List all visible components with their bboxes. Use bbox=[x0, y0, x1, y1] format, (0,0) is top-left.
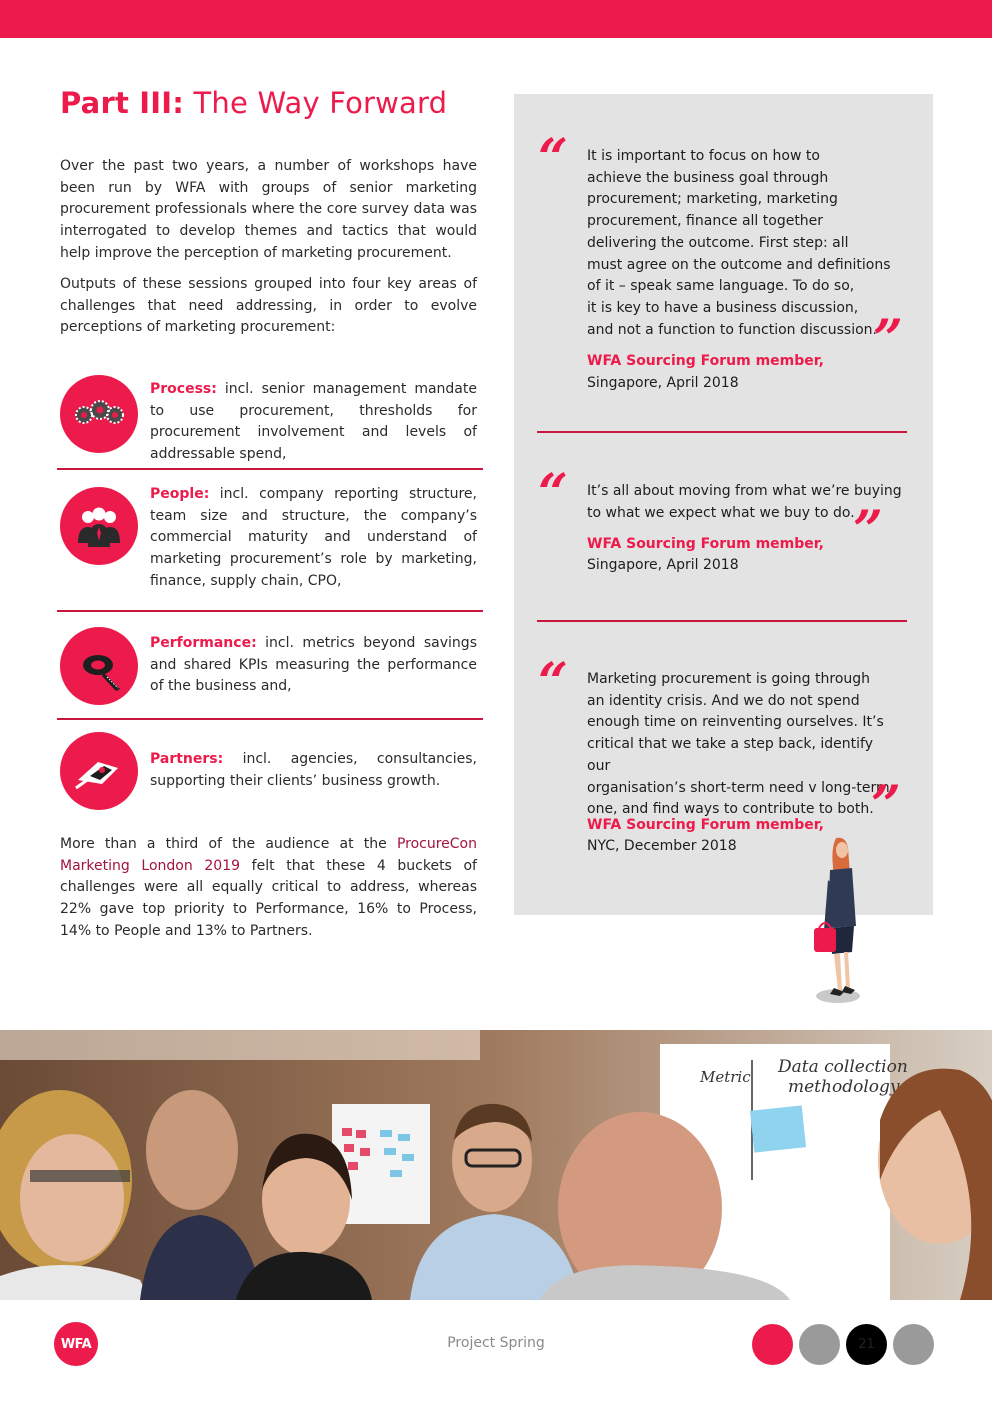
open-quote-icon: “ bbox=[538, 128, 568, 189]
category-divider bbox=[57, 610, 483, 612]
wfa-logo: WFA bbox=[54, 1322, 98, 1366]
close-quote-icon: ” bbox=[873, 309, 903, 370]
open-quote-icon: “ bbox=[538, 463, 568, 524]
board-text-methodology: methodology bbox=[788, 1077, 900, 1097]
quote-3-attribution: WFA Sourcing Forum member, bbox=[587, 817, 824, 833]
quote-2-location: Singapore, April 2018 bbox=[587, 557, 739, 573]
footer-title: Project Spring bbox=[447, 1335, 545, 1351]
category-partners: Partners: incl. agencies, consultancies, supporting their clients’ business growth. bbox=[150, 751, 477, 789]
category-divider bbox=[57, 468, 483, 470]
page-title: Part III: The Way Forward bbox=[60, 86, 448, 120]
people-icon bbox=[60, 487, 138, 565]
handshake-icon bbox=[60, 732, 138, 810]
nav-dot-1[interactable] bbox=[752, 1324, 793, 1365]
board-text-data-collection: Data collection bbox=[778, 1057, 908, 1077]
tape-measure-icon bbox=[60, 627, 138, 705]
quote-1-attribution: WFA Sourcing Forum member, bbox=[587, 353, 824, 369]
board-text-metric: Metric bbox=[700, 1068, 751, 1086]
quote-3-location: NYC, December 2018 bbox=[587, 838, 737, 854]
category-performance: Performance: incl. metrics beyond savings and shared KPIs measuring the performance of the business and, bbox=[150, 635, 477, 695]
open-quote-icon: “ bbox=[538, 652, 568, 713]
close-quote-icon: ” bbox=[853, 500, 883, 561]
intro-paragraph-2: Outputs of these sessions grouped into four key areas of challenges that need addressing, in order to evolve perceptions of marketing procurement: bbox=[60, 276, 477, 336]
quote-1-location: Singapore, April 2018 bbox=[587, 375, 739, 391]
businesswoman-illustration bbox=[800, 830, 880, 1010]
category-divider bbox=[57, 718, 483, 720]
procurecon-link[interactable]: ProcureCon Marketing London 2019 bbox=[60, 836, 477, 874]
quote-divider bbox=[537, 620, 907, 622]
close-quote-icon: ” bbox=[871, 775, 901, 836]
workshop-photo bbox=[0, 1030, 992, 1300]
nav-dot-4[interactable] bbox=[893, 1324, 934, 1365]
closing-paragraph: More than a third of the audience at the ProcureCon Marketing London 2019 felt that these 4 buckets of challenges were all equally critical to address, whereas 22% gave top priority to Performance, 16% to Process, 14% to People and 13% to Partners. bbox=[60, 836, 477, 939]
category-people: People: incl. company reporting structure, team size and structure, the company’s commercial maturity and understand of marketing procurement’s role by marketing, finance, supply chain, CPO, bbox=[150, 486, 477, 589]
quote-2-text: It’s all about moving from what we’re buying to what we expect what we buy to do. bbox=[587, 483, 902, 521]
nav-dot-2[interactable] bbox=[799, 1324, 840, 1365]
gears-icon bbox=[60, 375, 138, 453]
quote-1-text: It is important to focus on how to achieve the business goal through procurement; marketing, marketing procurement, finance all together delivering the outcome. First step: all must agree on the outcome and definitions of it – speak same language. To do so, it is key to have a business discussion, and not a function to function discussion. bbox=[587, 148, 891, 338]
top-accent-bar bbox=[0, 0, 992, 38]
intro-paragraph-1: Over the past two years, a number of workshops have been run by WFA with groups of senior marketing procurement professionals where the core survey data was interrogated to develop themes and tactics that would help improve the perception of marketing procurement. bbox=[60, 158, 477, 261]
quote-divider bbox=[537, 431, 907, 433]
quote-3-text: Marketing procurement is going through an identity crisis. And we do not spend enough time on reinventing ourselves. It’s critical that we take a step back, identify our organisation’s short-term need v long-term one, and find ways to contribute to both. bbox=[587, 671, 890, 818]
quote-2-attribution: WFA Sourcing Forum member, bbox=[587, 536, 824, 552]
category-process: Process: incl. senior management mandate to use procurement, thresholds for procurement involvement and levels of addressable spend, bbox=[150, 381, 477, 463]
page-number: 21 bbox=[846, 1324, 887, 1365]
